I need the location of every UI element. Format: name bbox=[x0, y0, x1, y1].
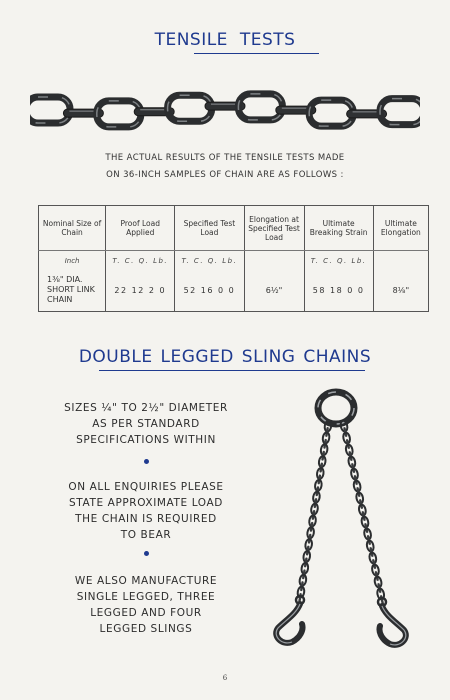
text-line: AS PER STANDARD bbox=[92, 418, 200, 430]
sling-chain-illustration-icon bbox=[258, 388, 418, 650]
table-row bbox=[39, 269, 429, 312]
section-title-tensile: TENSILE TESTS bbox=[154, 30, 296, 50]
bullet-dot-icon bbox=[144, 459, 149, 464]
unit-cell: T. C. Q. Lb. bbox=[106, 251, 175, 270]
intro-line: THE ACTUAL RESULTS OF THE TENSILE TESTS MADE bbox=[105, 153, 345, 163]
header-ultimate-elongation: Ultimate Elongation bbox=[373, 206, 428, 251]
text-line: STATE APPROXIMATE LOAD bbox=[69, 497, 223, 509]
intro-line: ON 36-INCH SAMPLES OF CHAIN ARE AS FOLLOWS : bbox=[106, 170, 344, 180]
text-line: SINGLE LEGGED, THREE bbox=[76, 591, 216, 603]
text-line: THE CHAIN IS REQUIRED bbox=[75, 513, 217, 525]
cell-nominal-size bbox=[39, 269, 106, 312]
text-line: TO BEAR bbox=[120, 529, 172, 541]
text-line: ON ALL ENQUIRIES PLEASE bbox=[68, 481, 224, 493]
chain-illustration-icon bbox=[30, 82, 420, 138]
header-elongation-test: Elongation at Specified Test Load bbox=[244, 206, 304, 251]
size-line: 1⅜" DIA. bbox=[47, 275, 83, 284]
bullet-dot-icon bbox=[144, 551, 149, 556]
unit-cell: T. C. Q. Lb. bbox=[304, 251, 373, 270]
tensile-results-table bbox=[38, 205, 429, 312]
text-line: SPECIFICATIONS WITHIN bbox=[76, 434, 216, 446]
unit-cell: T. C. Q. Lb. bbox=[175, 251, 244, 270]
size-line: SHORT LINK bbox=[47, 285, 95, 294]
cell-breaking-strain: 58 18 0 0 bbox=[304, 269, 373, 312]
unit-cell bbox=[244, 251, 304, 270]
page-number: 6 bbox=[222, 674, 228, 682]
text-block-enquiries bbox=[40, 479, 252, 543]
cell-elongation-test: 6½" bbox=[244, 269, 304, 312]
text-line: WE ALSO MANUFACTURE bbox=[74, 575, 218, 587]
cell-proof-load: 22 12 2 0 bbox=[106, 269, 175, 312]
unit-cell: Inch bbox=[39, 251, 106, 270]
header-test-load: Specified Test Load bbox=[175, 206, 244, 251]
size-line: CHAIN bbox=[47, 295, 73, 304]
text-line: LEGGED AND FOUR bbox=[90, 607, 202, 619]
title-underline bbox=[194, 53, 319, 54]
title-underline bbox=[99, 370, 365, 371]
header-proof-load: Proof Load Applied bbox=[106, 206, 175, 251]
text-line: LEGGED SLINGS bbox=[99, 623, 193, 635]
section-title-sling: DOUBLE LEGGED SLING CHAINS bbox=[78, 347, 372, 367]
header-breaking-strain: Ultimate Breaking Strain bbox=[304, 206, 373, 251]
unit-cell bbox=[373, 251, 428, 270]
table-units-row bbox=[39, 251, 429, 270]
text-line: SIZES ¼" TO 2½" DIAMETER bbox=[64, 402, 228, 414]
table-header-row bbox=[39, 206, 429, 251]
header-nominal-size: Nominal Size of Chain bbox=[39, 206, 106, 251]
cell-ultimate-elongation: 8⅛" bbox=[373, 269, 428, 312]
text-block-manufacture bbox=[40, 573, 252, 637]
cell-test-load: 52 16 0 0 bbox=[175, 269, 244, 312]
text-block-sizes bbox=[40, 400, 252, 448]
